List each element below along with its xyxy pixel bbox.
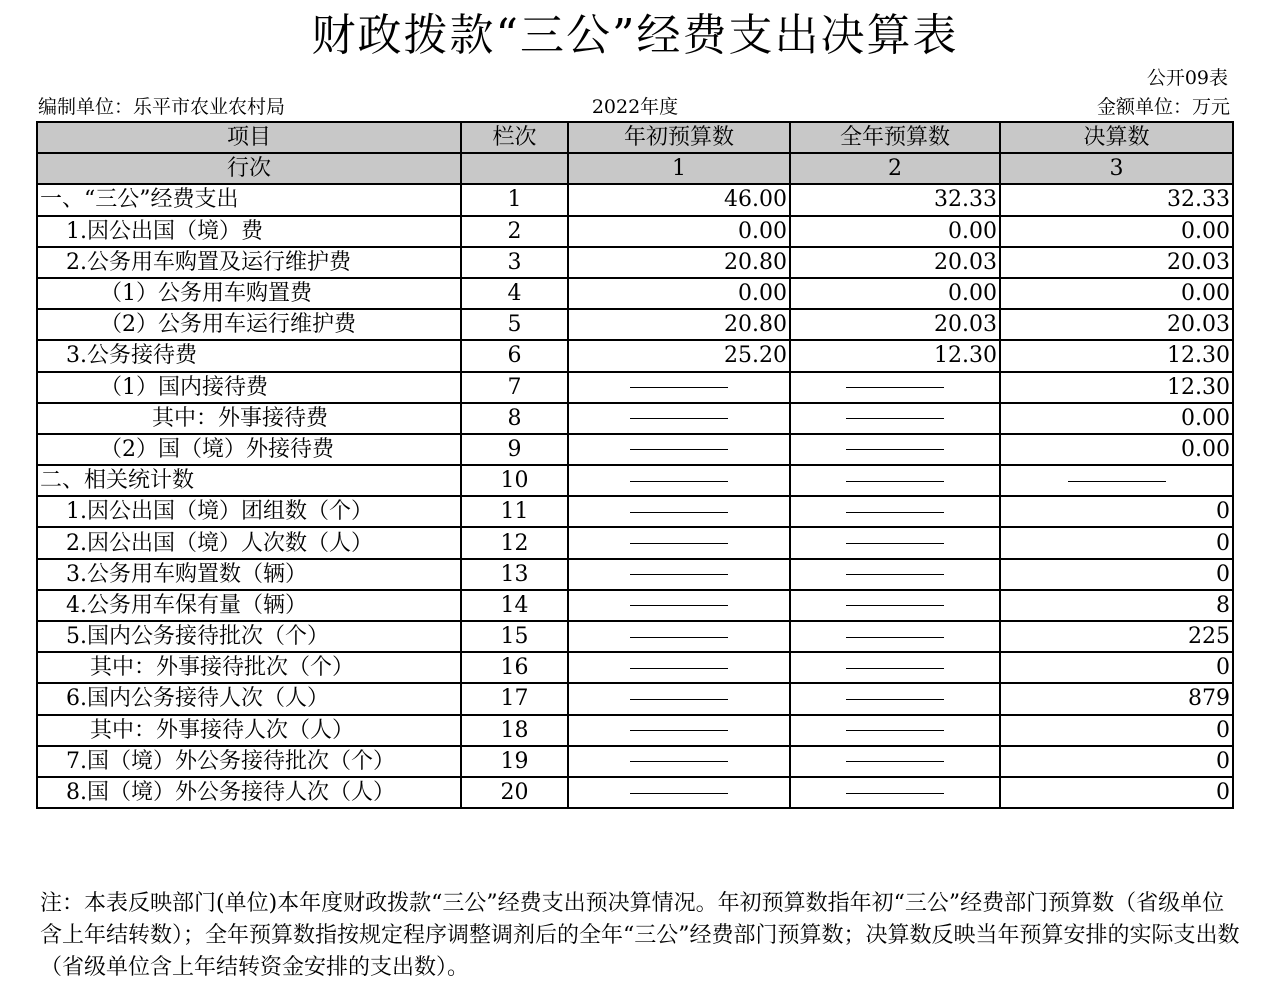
table-row bbox=[37, 559, 1233, 590]
value-c3: 20.03 bbox=[1000, 309, 1233, 340]
not-applicable-cell bbox=[568, 715, 790, 746]
dash-line bbox=[846, 668, 944, 669]
not-applicable-cell bbox=[790, 372, 1000, 403]
dash-line bbox=[630, 668, 728, 669]
row-number: 19 bbox=[461, 746, 568, 777]
table-row bbox=[37, 278, 1233, 309]
value-c1: 20.80 bbox=[568, 247, 790, 278]
row-number: 11 bbox=[461, 496, 568, 527]
row-label: 4.公务用车保有量（辆） bbox=[37, 590, 461, 621]
value-c3: 0 bbox=[1000, 715, 1233, 746]
not-applicable-cell bbox=[568, 434, 790, 465]
row-label: 其中：外事接待批次（个） bbox=[37, 652, 461, 683]
not-applicable-cell bbox=[790, 496, 1000, 527]
not-applicable-cell bbox=[568, 465, 790, 496]
row-number: 2 bbox=[461, 216, 568, 247]
row-number: 12 bbox=[461, 527, 568, 558]
dash-line bbox=[630, 387, 728, 388]
value-c3: 225 bbox=[1000, 621, 1233, 652]
fiscal-year: 2022年度 bbox=[591, 96, 679, 118]
row-number: 7 bbox=[461, 372, 568, 403]
footnote: 注：本表反映部门(单位)本年度财政拨款“三公”经费支出预决算情况。年初预算数指年初“三公”经费部门预算数（省级单位含上年结转数）；全年预算数指按规定程序调整调剂后的全年“三公”经费部门预算数；决算数反映当年预算安排的实际支出数（省级单位含上年结转资金安排的支出数）。 bbox=[40, 891, 1240, 980]
value-c2: 0.00 bbox=[790, 278, 1000, 309]
not-applicable-cell bbox=[790, 465, 1000, 496]
row-label: 7.国（境）外公务接待批次（个） bbox=[37, 746, 461, 777]
table-row bbox=[37, 590, 1233, 621]
subheader-row bbox=[37, 153, 1233, 184]
row-label: （2）公务用车运行维护费 bbox=[37, 309, 461, 340]
row-label: 1.因公出国（境）费 bbox=[37, 216, 461, 247]
dash-line bbox=[630, 418, 728, 419]
table-row bbox=[37, 683, 1233, 714]
not-applicable-cell bbox=[790, 621, 1000, 652]
row-number: 15 bbox=[461, 621, 568, 652]
row-label: 8.国（境）外公务接待人次（人） bbox=[37, 777, 461, 808]
value-c3: 20.03 bbox=[1000, 247, 1233, 278]
row-label: 1.因公出国（境）团组数（个） bbox=[37, 496, 461, 527]
header-item: 项目 bbox=[37, 122, 461, 153]
table-row bbox=[37, 496, 1233, 527]
value-c3: 0.00 bbox=[1000, 434, 1233, 465]
dash-line bbox=[630, 793, 728, 794]
not-applicable-cell bbox=[568, 372, 790, 403]
dash-line bbox=[846, 387, 944, 388]
row-label: 5.国内公务接待批次（个） bbox=[37, 621, 461, 652]
value-c3: 8 bbox=[1000, 590, 1233, 621]
dash-line bbox=[630, 543, 728, 544]
table-row bbox=[37, 527, 1233, 558]
dash-line bbox=[846, 418, 944, 419]
dash-line bbox=[846, 574, 944, 575]
row-label: 一、“三公”经费支出 bbox=[37, 184, 461, 215]
row-number: 9 bbox=[461, 434, 568, 465]
header-col-no: 栏次 bbox=[461, 122, 568, 153]
value-c1: 20.80 bbox=[568, 309, 790, 340]
dash-line bbox=[846, 637, 944, 638]
value-c1: 0.00 bbox=[568, 216, 790, 247]
not-applicable-cell bbox=[568, 621, 790, 652]
page-title: 财政拨款“三公”经费支出决算表 bbox=[311, 10, 959, 61]
header-begin-budget: 年初预算数 bbox=[568, 122, 790, 153]
row-label: 其中：外事接待人次（人） bbox=[37, 715, 461, 746]
dash-line bbox=[846, 730, 944, 731]
dash-line bbox=[630, 512, 728, 513]
not-applicable-cell bbox=[568, 403, 790, 434]
row-label: （2）国（境）外接待费 bbox=[37, 434, 461, 465]
row-number: 1 bbox=[461, 184, 568, 215]
value-c2: 0.00 bbox=[790, 216, 1000, 247]
header-final: 决算数 bbox=[1000, 122, 1233, 153]
row-number: 13 bbox=[461, 559, 568, 590]
money-unit: 金额单位：万元 bbox=[1096, 96, 1230, 118]
dash-line bbox=[630, 699, 728, 700]
dash-line bbox=[630, 605, 728, 606]
table-row bbox=[37, 434, 1233, 465]
subheader-item: 行次 bbox=[37, 153, 461, 184]
not-applicable-cell bbox=[568, 496, 790, 527]
row-number: 4 bbox=[461, 278, 568, 309]
dash-line bbox=[630, 481, 728, 482]
row-number: 20 bbox=[461, 777, 568, 808]
dash-line bbox=[846, 605, 944, 606]
table-row bbox=[37, 372, 1233, 403]
table-row bbox=[37, 403, 1233, 434]
value-c1: 25.20 bbox=[568, 340, 790, 371]
table-row bbox=[37, 184, 1233, 215]
not-applicable-cell bbox=[568, 683, 790, 714]
table-row bbox=[37, 621, 1233, 652]
row-number: 5 bbox=[461, 309, 568, 340]
dash-line bbox=[846, 449, 944, 450]
dash-line bbox=[630, 761, 728, 762]
dash-line bbox=[846, 761, 944, 762]
not-applicable-cell bbox=[790, 746, 1000, 777]
row-label: 2.因公出国（境）人次数（人） bbox=[37, 527, 461, 558]
table-meta bbox=[38, 94, 1230, 120]
not-applicable-cell bbox=[568, 590, 790, 621]
header-row bbox=[37, 122, 1233, 153]
dash-line bbox=[630, 449, 728, 450]
table-row bbox=[37, 309, 1233, 340]
value-c3: 0 bbox=[1000, 559, 1233, 590]
value-c2: 20.03 bbox=[790, 247, 1000, 278]
value-c3: 12.30 bbox=[1000, 340, 1233, 371]
not-applicable-cell bbox=[790, 559, 1000, 590]
row-label: 3.公务用车购置数（辆） bbox=[37, 559, 461, 590]
table-row bbox=[37, 746, 1233, 777]
value-c3: 0 bbox=[1000, 652, 1233, 683]
table-row bbox=[37, 652, 1233, 683]
table-row bbox=[37, 216, 1233, 247]
compiling-unit: 编制单位：乐平市农业农村局 bbox=[38, 96, 286, 118]
table-row bbox=[37, 247, 1233, 278]
value-c3: 0.00 bbox=[1000, 403, 1233, 434]
value-c2: 20.03 bbox=[790, 309, 1000, 340]
row-number: 10 bbox=[461, 465, 568, 496]
value-c3: 32.33 bbox=[1000, 184, 1233, 215]
row-label: 二、相关统计数 bbox=[37, 465, 461, 496]
value-c1: 46.00 bbox=[568, 184, 790, 215]
value-c3: 12.30 bbox=[1000, 372, 1233, 403]
dash-line bbox=[630, 730, 728, 731]
subheader-col-no bbox=[461, 153, 568, 184]
value-c3: 0 bbox=[1000, 746, 1233, 777]
not-applicable-cell bbox=[568, 652, 790, 683]
value-c1: 0.00 bbox=[568, 278, 790, 309]
not-applicable-cell bbox=[790, 403, 1000, 434]
not-applicable-cell bbox=[568, 777, 790, 808]
not-applicable-cell bbox=[790, 652, 1000, 683]
dash-line bbox=[846, 512, 944, 513]
row-number: 8 bbox=[461, 403, 568, 434]
row-label: （1）公务用车购置费 bbox=[37, 278, 461, 309]
subheader-c2: 2 bbox=[790, 153, 1000, 184]
header-full-budget: 全年预算数 bbox=[790, 122, 1000, 153]
dash-line bbox=[846, 543, 944, 544]
row-label: 3.公务接待费 bbox=[37, 340, 461, 371]
row-number: 16 bbox=[461, 652, 568, 683]
table-row bbox=[37, 340, 1233, 371]
row-number: 17 bbox=[461, 683, 568, 714]
value-c3: 0.00 bbox=[1000, 216, 1233, 247]
value-c3: 0 bbox=[1000, 496, 1233, 527]
row-label: （1）国内接待费 bbox=[37, 372, 461, 403]
table-row bbox=[37, 715, 1233, 746]
dash-line bbox=[630, 637, 728, 638]
not-applicable-cell bbox=[790, 527, 1000, 558]
not-applicable-cell bbox=[790, 590, 1000, 621]
dash-line bbox=[846, 699, 944, 700]
dash-line bbox=[846, 481, 944, 482]
value-c3: 0 bbox=[1000, 777, 1233, 808]
table-row bbox=[37, 777, 1233, 808]
not-applicable-cell bbox=[790, 434, 1000, 465]
not-applicable-cell bbox=[568, 746, 790, 777]
row-number: 3 bbox=[461, 247, 568, 278]
dash-line bbox=[846, 793, 944, 794]
not-applicable-cell bbox=[568, 527, 790, 558]
not-applicable-cell bbox=[790, 777, 1000, 808]
row-label: 其中：外事接待费 bbox=[37, 403, 461, 434]
not-applicable-cell bbox=[1000, 465, 1233, 496]
form-number: 公开09表 bbox=[1146, 67, 1228, 89]
value-c2: 12.30 bbox=[790, 340, 1000, 371]
dash-line bbox=[630, 574, 728, 575]
not-applicable-cell bbox=[790, 683, 1000, 714]
not-applicable-cell bbox=[568, 559, 790, 590]
subheader-c3: 3 bbox=[1000, 153, 1233, 184]
row-number: 6 bbox=[461, 340, 568, 371]
row-label: 2.公务用车购置及运行维护费 bbox=[37, 247, 461, 278]
value-c3: 0.00 bbox=[1000, 278, 1233, 309]
row-number: 14 bbox=[461, 590, 568, 621]
not-applicable-cell bbox=[790, 715, 1000, 746]
table-row bbox=[37, 465, 1233, 496]
value-c3: 0 bbox=[1000, 527, 1233, 558]
subheader-c1: 1 bbox=[568, 153, 790, 184]
row-label: 6.国内公务接待人次（人） bbox=[37, 683, 461, 714]
dash-line bbox=[1068, 481, 1166, 482]
row-number: 18 bbox=[461, 715, 568, 746]
value-c2: 32.33 bbox=[790, 184, 1000, 215]
value-c3: 879 bbox=[1000, 683, 1233, 714]
expenditure-table bbox=[36, 121, 1234, 809]
